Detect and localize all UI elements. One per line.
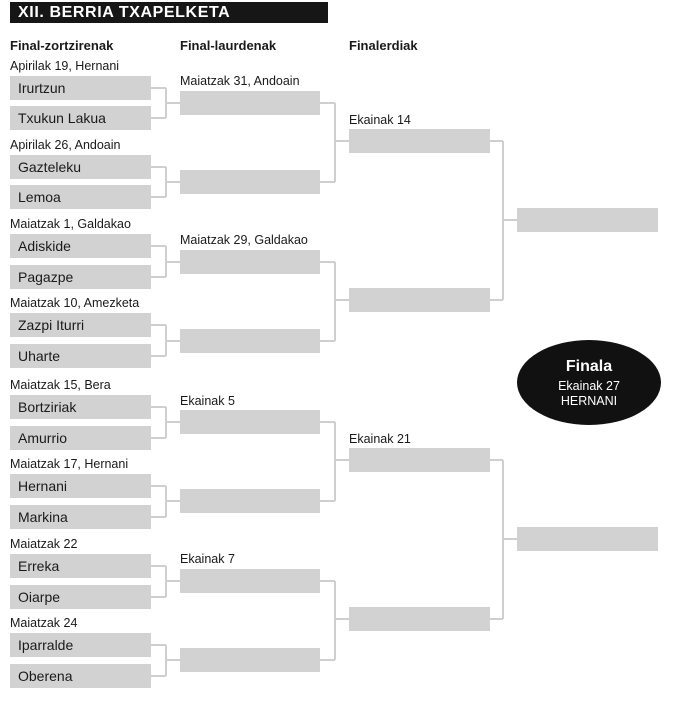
team-slot: Erreka xyxy=(10,554,151,578)
team-slot: Gazteleku xyxy=(10,155,151,179)
column-header-semifinals: Finalerdiak xyxy=(349,38,418,53)
team-slot: Adiskide xyxy=(10,234,151,258)
final-title: Finala xyxy=(565,358,613,375)
match-date-label: Ekainak 14 xyxy=(349,113,411,127)
empty-slot xyxy=(180,250,320,274)
empty-slot xyxy=(349,607,490,631)
team-slot: Amurrio xyxy=(10,426,151,450)
empty-slot xyxy=(349,129,490,153)
match-date-label: Apirilak 26, Andoain xyxy=(10,138,121,152)
empty-slot xyxy=(180,648,320,672)
team-slot: Iparralde xyxy=(10,633,151,657)
match-date-label: Ekainak 5 xyxy=(180,394,235,408)
team-slot: Lemoa xyxy=(10,185,151,209)
match-date-label: Ekainak 21 xyxy=(349,432,411,446)
bracket-title: XII. BERRIA TXAPELKETA xyxy=(10,2,328,23)
team-slot: Txukun Lakua xyxy=(10,106,151,130)
column-header-quarterfinals: Final-laurdenak xyxy=(180,38,277,53)
match-date-label: Maiatzak 31, Andoain xyxy=(180,74,300,88)
match-date-label: Apirilak 19, Hernani xyxy=(10,59,120,73)
team-slot: Markina xyxy=(10,505,151,529)
column-header-round-of-16: Final-zortzirenak xyxy=(10,38,114,53)
empty-slot xyxy=(180,91,320,115)
match-date-label: Maiatzak 10, Amezketa xyxy=(10,296,140,310)
empty-slot xyxy=(180,410,320,434)
match-date-label: Ekainak 7 xyxy=(180,552,235,566)
team-slot: Pagazpe xyxy=(10,265,151,289)
final-badge xyxy=(517,340,661,425)
empty-slot xyxy=(180,170,320,194)
final-place: HERNANI xyxy=(560,394,618,408)
empty-slot xyxy=(349,448,490,472)
team-slot: Irurtzun xyxy=(10,76,151,100)
empty-slot xyxy=(517,208,658,232)
team-slot: Oberena xyxy=(10,664,151,688)
team-slot: Hernani xyxy=(10,474,151,498)
match-date-label: Maiatzak 24 xyxy=(10,616,78,630)
empty-slot xyxy=(349,288,490,312)
match-date-label: Maiatzak 29, Galdakao xyxy=(180,233,308,247)
team-slot: Bortziriak xyxy=(10,395,151,419)
match-date-label: Maiatzak 22 xyxy=(10,537,78,551)
empty-slot xyxy=(517,527,658,551)
final-date: Ekainak 27 xyxy=(558,379,620,393)
empty-slot xyxy=(180,569,320,593)
empty-slot xyxy=(180,329,320,353)
team-slot: Zazpi Iturri xyxy=(10,313,151,337)
match-date-label: Maiatzak 1, Galdakao xyxy=(10,217,131,231)
match-date-label: Maiatzak 15, Bera xyxy=(10,378,111,392)
match-date-label: Maiatzak 17, Hernani xyxy=(10,457,129,471)
team-slot: Uharte xyxy=(10,344,151,368)
empty-slot xyxy=(180,489,320,513)
team-slot: Oiarpe xyxy=(10,585,151,609)
